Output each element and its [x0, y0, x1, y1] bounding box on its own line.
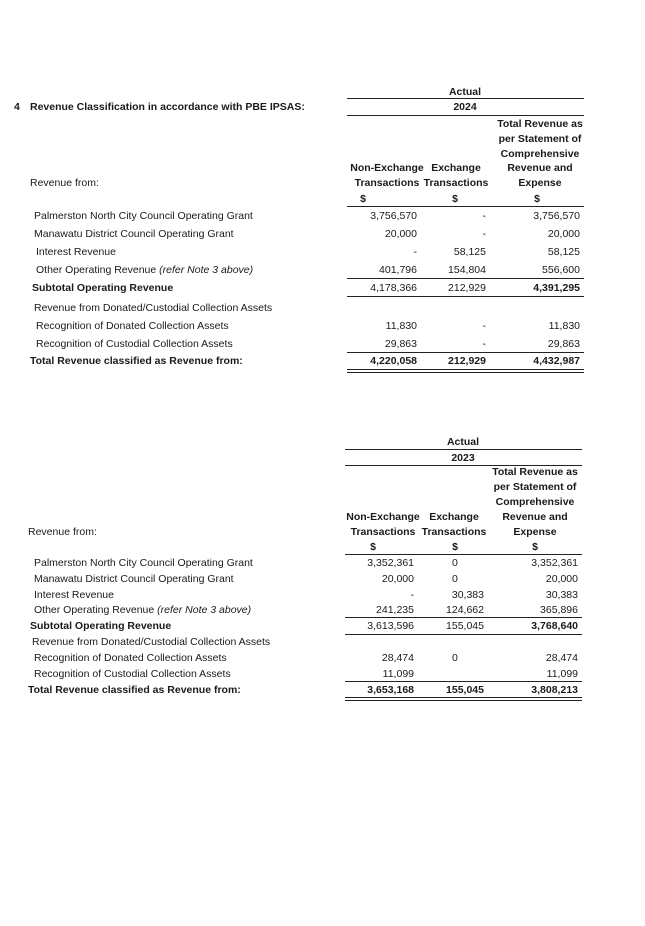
year-label: 2023 [451, 452, 475, 464]
total-col-header-line: Expense [518, 177, 562, 189]
exchange-col-header-line: Transactions [423, 177, 489, 189]
exchange-value: - [482, 338, 486, 350]
header-rule [347, 115, 584, 116]
exchange-value: 124,662 [446, 604, 484, 616]
row-label: Interest Revenue [36, 246, 116, 258]
actual-label: Actual [446, 436, 480, 448]
total-col-header-line: Revenue and [502, 511, 568, 523]
column-header-rule [347, 206, 584, 207]
total-col-header-line: Revenue and [507, 162, 573, 174]
row-label: Revenue from Donated/Custodial Collection Assets [34, 302, 273, 314]
row-label: Revenue from Donated/Custodial Collection Assets [32, 636, 271, 648]
nonexchange-value: 11,099 [382, 668, 414, 680]
subtotal-rule [347, 296, 584, 297]
currency-symbol: $ [534, 193, 540, 205]
nonexchange-value: 3,756,570 [370, 210, 417, 222]
row-label: Recognition of Custodial Collection Assets [34, 668, 231, 680]
exchange-value: 212,929 [448, 355, 486, 367]
row-label: Palmerston North City Council Operating Grant [34, 210, 253, 222]
total-value: 30,383 [545, 589, 578, 601]
total-value: 20,000 [545, 573, 578, 585]
total-value: 20,000 [547, 228, 580, 240]
total-rule [345, 681, 582, 682]
exchange-value: 155,045 [446, 684, 484, 696]
exchange-value: 58,125 [453, 246, 486, 258]
total-value: 29,863 [547, 338, 580, 350]
subtotal-rule [345, 617, 582, 618]
double-underline [347, 369, 584, 370]
nonexchange-value: 4,178,366 [370, 282, 417, 294]
exchange-value: - [482, 228, 486, 240]
nonexchange-value: 29,863 [384, 338, 417, 350]
total-value: 4,391,295 [533, 282, 580, 294]
subtotal-rule [347, 278, 584, 279]
exchange-value: - [482, 210, 486, 222]
nonexchange-value: 3,653,168 [367, 684, 414, 696]
exchange-col-header-line: Transactions [421, 526, 487, 538]
exchange-value: - [482, 320, 486, 332]
total-value: 365,896 [540, 604, 578, 616]
exchange-value: 0 [452, 557, 458, 569]
row-label: Palmerston North City Council Operating Grant [34, 557, 253, 569]
total-value: 11,099 [546, 668, 578, 680]
row-label: Subtotal Operating Revenue [32, 282, 174, 294]
row-label: Manawatu District Council Operating Grant [34, 573, 234, 585]
row-label: Recognition of Custodial Collection Assets [36, 338, 233, 350]
double-underline [347, 372, 584, 373]
nonexchange-value: 20,000 [381, 573, 414, 585]
revenue-from-label: Revenue from: [30, 177, 99, 189]
header-rule [347, 98, 584, 99]
row-label: Total Revenue classified as Revenue from: [28, 684, 241, 696]
total-value: 4,432,987 [533, 355, 580, 367]
double-underline [345, 700, 582, 701]
nonexchange-value: 3,352,361 [367, 557, 414, 569]
exchange-value: 155,045 [446, 620, 484, 632]
nonexchange-col-header-line: Transactions [354, 177, 420, 189]
actual-label: Actual [448, 86, 482, 98]
row-label: Manawatu District Council Operating Grant [34, 228, 234, 240]
row-label: Recognition of Donated Collection Assets [34, 652, 227, 664]
exchange-col-header-line: Exchange [431, 162, 481, 174]
nonexchange-col-header-line: Non-Exchange [346, 511, 420, 523]
total-value: 3,352,361 [531, 557, 578, 569]
note-number: 4 [14, 101, 20, 113]
year-label: 2024 [453, 101, 477, 113]
currency-symbol: $ [532, 541, 538, 553]
revenue-from-label: Revenue from: [28, 526, 97, 538]
exchange-col-header-line: Exchange [429, 511, 479, 523]
nonexchange-col-header-line: Transactions [350, 526, 416, 538]
total-value: 28,474 [545, 652, 578, 664]
row-label: Other Operating Revenue (refer Note 3 above) [34, 604, 252, 616]
nonexchange-col-header-line: Non-Exchange [350, 162, 424, 174]
total-col-header-line: Total Revenue as [497, 118, 583, 130]
total-col-header-line: Expense [513, 526, 557, 538]
row-label: Recognition of Donated Collection Assets [36, 320, 229, 332]
total-col-header-line: Comprehensive [495, 496, 575, 508]
currency-symbol: $ [452, 541, 458, 553]
total-value: 58,125 [547, 246, 580, 258]
subtotal-rule [345, 634, 582, 635]
nonexchange-value: 241,235 [376, 604, 414, 616]
currency-symbol: $ [452, 193, 458, 205]
row-label: Total Revenue classified as Revenue from: [30, 355, 243, 367]
header-rule [345, 449, 582, 450]
double-underline [345, 697, 582, 698]
total-value: 11,830 [548, 320, 580, 332]
currency-symbol: $ [370, 541, 376, 553]
exchange-value: 0 [452, 573, 458, 585]
row-label: Other Operating Revenue (refer Note 3 above) [36, 264, 254, 276]
nonexchange-value: - [410, 589, 414, 601]
total-col-header-line: per Statement of [493, 481, 577, 493]
total-col-header-line: Comprehensive [500, 148, 580, 160]
total-rule [347, 352, 584, 353]
exchange-value: 154,804 [448, 264, 486, 276]
column-header-rule [345, 554, 582, 555]
row-label: Subtotal Operating Revenue [30, 620, 172, 632]
nonexchange-value: 11,830 [385, 320, 417, 332]
exchange-value: 0 [452, 652, 458, 664]
nonexchange-value: 3,613,596 [367, 620, 414, 632]
currency-symbol: $ [360, 193, 366, 205]
total-value: 3,768,640 [531, 620, 578, 632]
nonexchange-value: - [413, 246, 417, 258]
nonexchange-value: 20,000 [384, 228, 417, 240]
total-value: 3,756,570 [533, 210, 580, 222]
total-value: 556,600 [542, 264, 580, 276]
total-col-header-line: Total Revenue as [492, 466, 578, 478]
row-label: Interest Revenue [34, 589, 114, 601]
nonexchange-value: 28,474 [381, 652, 414, 664]
nonexchange-value: 401,796 [379, 264, 417, 276]
total-value: 3,808,213 [531, 684, 578, 696]
note-title: Revenue Classification in accordance with PBE IPSAS: [30, 101, 305, 113]
total-col-header-line: per Statement of [498, 133, 582, 145]
exchange-value: 30,383 [451, 589, 484, 601]
exchange-value: 212,929 [448, 282, 486, 294]
nonexchange-value: 4,220,058 [370, 355, 417, 367]
